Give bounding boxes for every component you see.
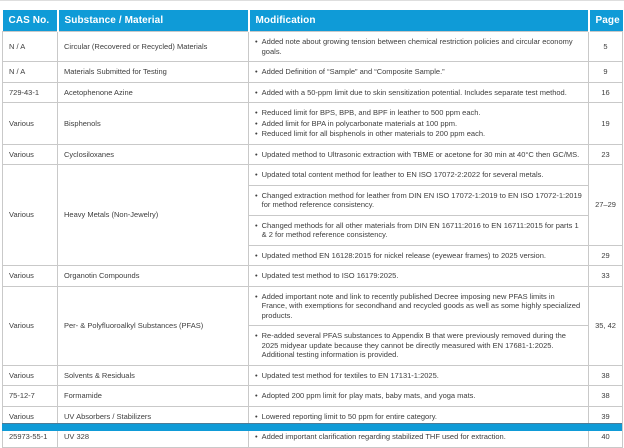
- bullet-icon: •: [255, 432, 258, 441]
- bullet-text: Added important note and link to recently published Decree imposing new PFAS limits in France, with exemptions for secondhand and recycled goods as well as some highly specialized products.: [261, 291, 581, 320]
- page-cell: 29: [589, 245, 623, 266]
- bullet-icon: •: [255, 67, 258, 76]
- modification-cell: [249, 103, 589, 145]
- modification-cell: [249, 144, 589, 165]
- modification-bullet: [255, 150, 582, 160]
- modification-cell: [249, 215, 589, 245]
- column-header-modification: Modification: [249, 10, 589, 32]
- bullet-text: Updated test method for textiles to EN 17131-1:2025.: [261, 370, 439, 380]
- substance-cell: Formamide: [58, 386, 249, 407]
- page-cell: 27–29: [589, 165, 623, 246]
- cas-cell: Various: [3, 286, 58, 365]
- substance-cell: UV Absorbers / Stabilizers: [58, 406, 249, 427]
- bullet-text: Added important clarification regarding stabilized THF used for extraction.: [261, 432, 506, 441]
- page-cell: 33: [589, 266, 623, 287]
- bullet-icon: •: [255, 331, 258, 340]
- cas-cell: Various: [3, 406, 58, 427]
- modification-bullet: [255, 108, 582, 118]
- header-row: [3, 10, 623, 32]
- page-cell: 38: [589, 386, 623, 407]
- bullet-text: Updated method EN 16128:2015 for nickel release (eyewear frames) to 2025 version.: [261, 250, 546, 260]
- table-body: [3, 32, 623, 448]
- cas-cell: 25973-55-1: [3, 427, 58, 448]
- modification-bullet: [255, 371, 582, 381]
- table-row: [3, 82, 623, 103]
- substance-cell: Bisphenols: [58, 103, 249, 145]
- table-row: [3, 386, 623, 407]
- table-row: [3, 144, 623, 165]
- page-cell: 9: [589, 62, 623, 83]
- table-row: [3, 286, 623, 326]
- page-cell: 39: [589, 406, 623, 427]
- modification-cell: [249, 185, 589, 215]
- column-header-page: Page: [589, 10, 623, 32]
- modification-bullet: [255, 412, 582, 422]
- modification-bullet: [255, 432, 582, 442]
- cas-cell: Various: [3, 266, 58, 287]
- substance-cell: Circular (Recovered or Recycled) Materials: [58, 32, 249, 62]
- page-cell: 38: [589, 365, 623, 386]
- footer-accent-bar: [2, 423, 622, 431]
- bullet-icon: •: [255, 129, 258, 138]
- bullet-text: Added with a 50-ppm limit due to skin sensitization potential. Includes separate test method.: [261, 87, 567, 97]
- table-row: [3, 62, 623, 83]
- cas-cell: Various: [3, 365, 58, 386]
- modification-cell: [249, 165, 589, 186]
- bullet-text: Added limit for BPA in polycarbonate materials at 100 ppm.: [261, 118, 458, 128]
- modification-bullet: [255, 221, 582, 240]
- substance-cell: Heavy Metals (Non-Jewelry): [58, 165, 249, 266]
- bullet-text: Updated method to Ultrasonic extraction with TBME or acetone for 30 min at 40°C then GC/MS.: [261, 149, 580, 159]
- bullet-text: Updated test method to ISO 16179:2025.: [261, 271, 399, 280]
- table-row: [3, 266, 623, 287]
- modification-cell: [249, 82, 589, 103]
- page-cell: 19: [589, 103, 623, 145]
- substance-cell: Per- & Polyfluoroalkyl Substances (PFAS): [58, 286, 249, 365]
- bullet-icon: •: [255, 108, 258, 117]
- modification-cell: [249, 62, 589, 83]
- cas-cell: 75-12-7: [3, 386, 58, 407]
- bullet-text: Changed extraction method for leather from DIN EN ISO 17072-1:2019 to EN ISO 17072-1:2019 for method reference consistency.: [261, 190, 582, 209]
- bullet-text: Reduced limit for all bisphenols in other materials to 200 ppm each.: [261, 129, 486, 138]
- bullet-icon: •: [255, 220, 258, 230]
- page-cell: 16: [589, 82, 623, 103]
- modification-cell: [249, 32, 589, 62]
- bullet-icon: •: [255, 250, 258, 260]
- bullet-text: Changed methods for all other materials from DIN EN 16711:2016 to EN 16711:2015 for parts 1 & 2 for method reference consistency.: [261, 220, 579, 239]
- bullet-icon: •: [255, 37, 258, 46]
- cas-cell: Various: [3, 165, 58, 266]
- bullet-text: Re-added several PFAS substances to Appendix B that were previously removed during the 2025 midyear update because they cannot be directly measured with EN 17681-1:2025. Additional testing information is provided.: [261, 331, 566, 359]
- modification-bullet: [255, 251, 582, 261]
- page-cell: 5: [589, 32, 623, 62]
- modification-cell: [249, 386, 589, 407]
- modification-bullet: [255, 292, 582, 321]
- modification-cell: [249, 245, 589, 266]
- bullet-icon: •: [255, 291, 258, 301]
- bullet-icon: •: [255, 391, 258, 400]
- bullet-text: Added Definition of “Sample” and “Composite Sample.”: [261, 67, 445, 76]
- modification-bullet: [255, 271, 582, 281]
- bullet-text: Lowered reporting limit to 50 ppm for entire category.: [261, 411, 438, 421]
- modification-cell: [249, 266, 589, 287]
- modification-bullet: [255, 37, 582, 56]
- substance-cell: Materials Submitted for Testing: [58, 62, 249, 83]
- page-cell: 23: [589, 144, 623, 165]
- cas-cell: Various: [3, 103, 58, 145]
- bullet-icon: •: [255, 149, 258, 159]
- modification-cell: [249, 326, 589, 366]
- bullet-text: Adopted 200 ppm limit for play mats, baby mats, and yoga mats.: [261, 391, 476, 400]
- table-row: [3, 32, 623, 62]
- modification-bullet: [255, 119, 582, 129]
- bullet-icon: •: [255, 271, 258, 280]
- column-header-cas: CAS No.: [3, 10, 58, 32]
- substance-cell: Solvents & Residuals: [58, 365, 249, 386]
- page-cell: 35, 42: [589, 286, 623, 365]
- table-row: [3, 165, 623, 186]
- bullet-text: Added note about growing tension between chemical restriction policies and circular economy goals.: [261, 37, 573, 56]
- bullet-icon: •: [255, 370, 258, 380]
- cas-cell: Various: [3, 144, 58, 165]
- page-cell: 40: [589, 427, 623, 448]
- table-header: [3, 10, 623, 32]
- modification-bullet: [255, 331, 582, 360]
- modification-bullet: [255, 88, 582, 98]
- modification-cell: [249, 365, 589, 386]
- cas-cell: N / A: [3, 62, 58, 83]
- cas-cell: 729-43-1: [3, 82, 58, 103]
- modification-bullet: [255, 67, 582, 77]
- substance-cell: Organotin Compounds: [58, 266, 249, 287]
- substance-cell: UV 328: [58, 427, 249, 448]
- bullet-text: Reduced limit for BPS, BPB, and BPF in leather to 500 ppm each.: [261, 108, 481, 117]
- substance-cell: Acetophenone Azine: [58, 82, 249, 103]
- substance-cell: Cyclosiloxanes: [58, 144, 249, 165]
- table-row: [3, 365, 623, 386]
- cas-cell: N / A: [3, 32, 58, 62]
- modification-bullet: [255, 191, 582, 210]
- substance-modification-table: [2, 10, 623, 448]
- modification-bullet: [255, 170, 582, 180]
- bullet-icon: •: [255, 87, 258, 97]
- table-row: [3, 103, 623, 145]
- bullet-icon: •: [255, 118, 258, 128]
- column-header-substance: Substance / Material: [58, 10, 249, 32]
- modification-bullet: [255, 391, 582, 401]
- bullet-icon: •: [255, 411, 258, 421]
- modification-cell: [249, 286, 589, 326]
- modification-bullet: [255, 129, 582, 139]
- bullet-icon: •: [255, 170, 258, 179]
- bullet-text: Updated total content method for leather to EN ISO 17072-2:2022 for several metals.: [261, 170, 544, 179]
- bullet-icon: •: [255, 190, 258, 200]
